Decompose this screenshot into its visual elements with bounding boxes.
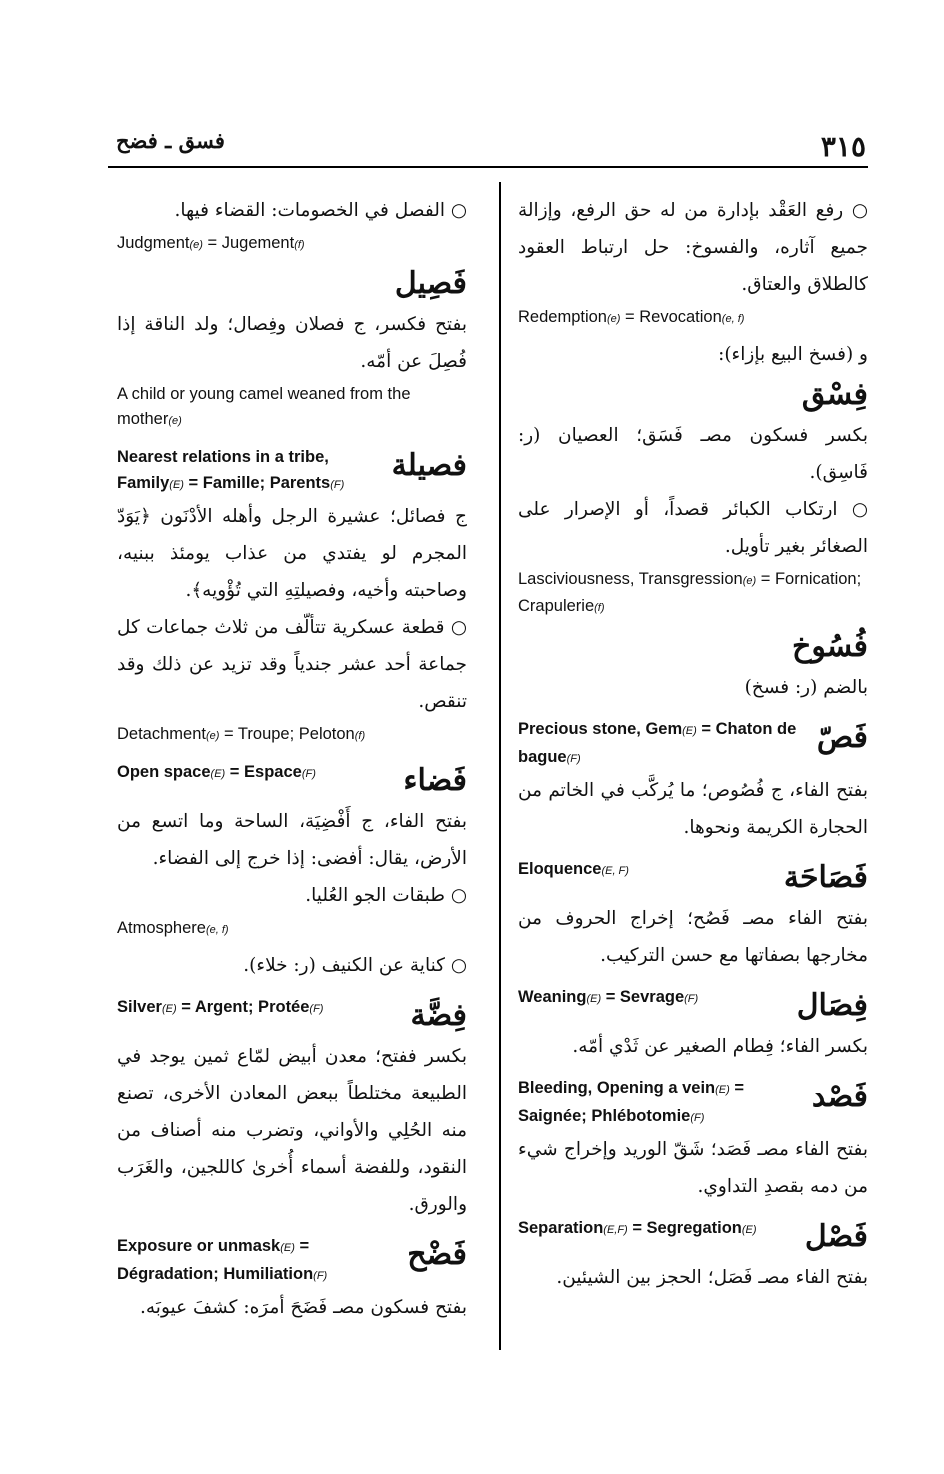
english-gloss: Lasciviousness, Transgression(e) = Fornication; Crapulerie(f) — [518, 570, 862, 615]
headword: فصيلة — [391, 448, 467, 483]
header-rule — [108, 166, 868, 168]
entry-heading — [117, 444, 467, 498]
headword: فِضَّة — [410, 998, 467, 1033]
entry-heading — [518, 1215, 868, 1259]
english-gloss: Atmosphere(e, f) — [117, 919, 229, 937]
english-heading: Separation(E,F) = Segregation(E) — [518, 1219, 757, 1237]
entry-text: بفتح الفاء مصـ فَصَل؛ الحجز بين الشيئين. — [556, 1267, 868, 1288]
english-heading: Bleeding, Opening a vein(E) = Saignée; Phlébotomie(F) — [518, 1079, 745, 1125]
entry-text: بفتح فسكون مصـ فَضَحَ أمرَه: كشفَ عيوبَه. — [140, 1297, 467, 1318]
running-head: فسق ـ فضح — [116, 128, 225, 153]
entry-text: ○ طبقات الجو العُليا. — [305, 885, 467, 906]
headword: فُسُوخ — [792, 629, 868, 664]
entry-text: بكسر فسكون مصـ فَسَق؛ العصيان (ر: فَاسِق). — [518, 425, 868, 483]
english-heading: Silver(E) = Argent; Protée(F) — [117, 998, 324, 1016]
entry-text: بكسر ففتح؛ معدن أبيض لمّاع ثمين يوجد في الطبيعة مختلطاً ببعض المعادن الأخرى، تصنع منه الحُلِي والأواني، وتضرب منه أصناف من النقود، وللفضة أسماء أُخرىٰ كاللجين، والغَرَب والورق. — [117, 1046, 467, 1215]
headword: فِصَال — [796, 988, 868, 1023]
headword: فَصّ — [816, 720, 868, 755]
entry-text: بفتح فكسر، ج فصلان وفِصال؛ ولد الناقة إذا فُصِلَ عن أمّه. — [117, 314, 467, 372]
english-gloss: A child or young camel weaned from the mother(e) — [117, 385, 411, 428]
entry-text: ○ قطعة عسكرية تتألّف من ثلاث جماعات كل جماعة أحد عشر جندياً وقد تزيد عن ذلك وقد تنقص. — [117, 617, 467, 712]
headword: فَضاء — [403, 763, 467, 798]
entry-text: ○ رفع العَقْد بإدارة من له حق الرفع، وإزالة جميع آثاره، والفسوخ: حل ارتباط العقود كالطلاق والعتاق. — [518, 200, 868, 295]
entry-heading — [518, 984, 868, 1028]
entry-text: و (فسخ البيع بإزاء): — [718, 344, 868, 365]
entry-heading — [518, 716, 868, 772]
entry-text: ج فصائل؛ عشيرة الرجل وأهله الأدْنَون ﴿يَوَدّ المجرم لو يفتدي من عذاب يومئذ ببنيه، وصاحبته وأخيه، وفصيلتِهِ التي تُؤْويه﴾. — [117, 506, 467, 601]
english-heading: Exposure or unmask(E) = Dégradation; Humiliation(F) — [117, 1237, 328, 1283]
entry-text: ○ كناية عن الكنيف (ر: خلاء). — [243, 955, 467, 976]
headword: فَصْل — [804, 1219, 868, 1254]
entry-heading — [117, 994, 467, 1038]
headword: فَصِيل — [394, 266, 467, 301]
english-heading: Precious stone, Gem(E) = Chaton de bague(F) — [518, 720, 797, 766]
headword: فِسْق — [801, 377, 868, 412]
english-gloss: Detachment(e) = Troupe; Peloton(f) — [117, 725, 366, 743]
entry-text: بفتح الفاء مصـ فَصُح؛ إخراج الحروف من مخارجها بصفاتها مع حسن التركيب. — [518, 908, 868, 966]
english-heading: Nearest relations in a tribe, Family(E) = Famille; Parents(F) — [117, 448, 345, 492]
entry-text: بفتح الفاء مصـ فَصَد؛ شَقّ الوريد وإخراج شيء من دمه بقصدِ التداوي. — [518, 1139, 868, 1197]
entry-text: بالضم (ر: فسخ) — [744, 677, 868, 698]
entry-text: ○ الفصل في الخصومات: القضاء فيها. — [174, 200, 467, 221]
entry-heading — [117, 759, 467, 803]
right-column — [518, 192, 868, 1296]
page-number: ٣١٥ — [820, 130, 866, 163]
english-heading: Open space(E) = Espace(F) — [117, 763, 316, 781]
left-column — [117, 192, 467, 1326]
headword: فَضْح — [407, 1237, 467, 1272]
page-header — [108, 128, 866, 168]
english-gloss: Judgment(e) = Jugement(f) — [117, 234, 305, 252]
entry-heading — [518, 856, 868, 900]
entry-heading — [518, 1075, 868, 1131]
english-heading: Eloquence(E, F) — [518, 860, 629, 878]
entry-text: بفتح الفاء، ج فُصُوص؛ ما يُركَّب في الخاتم من الحجارة الكريمة ونحوها. — [518, 780, 868, 838]
english-heading: Weaning(E) = Sevrage(F) — [518, 988, 699, 1006]
entry-text: بكسر الفاء؛ فِطام الصغير عن ثَدْي أمّه. — [572, 1036, 868, 1057]
column-divider — [499, 182, 501, 1350]
entry-text: ○ ارتكاب الكبائر قصداً، أو الإصرار على الصغائر بغير تأويل. — [518, 499, 868, 557]
entry-heading — [117, 1233, 467, 1289]
english-gloss: Redemption(e) = Revocation(e, f) — [518, 308, 745, 326]
entry-text: بفتح الفاء، ج أَفْضِيَة، الساحة وما اتسع من الأرض، يقال: أفضى: إذا خرج إلى الفضاء. — [117, 811, 467, 869]
headword: فَصْد — [811, 1079, 868, 1114]
headword: فَصَاحَة — [783, 860, 868, 895]
